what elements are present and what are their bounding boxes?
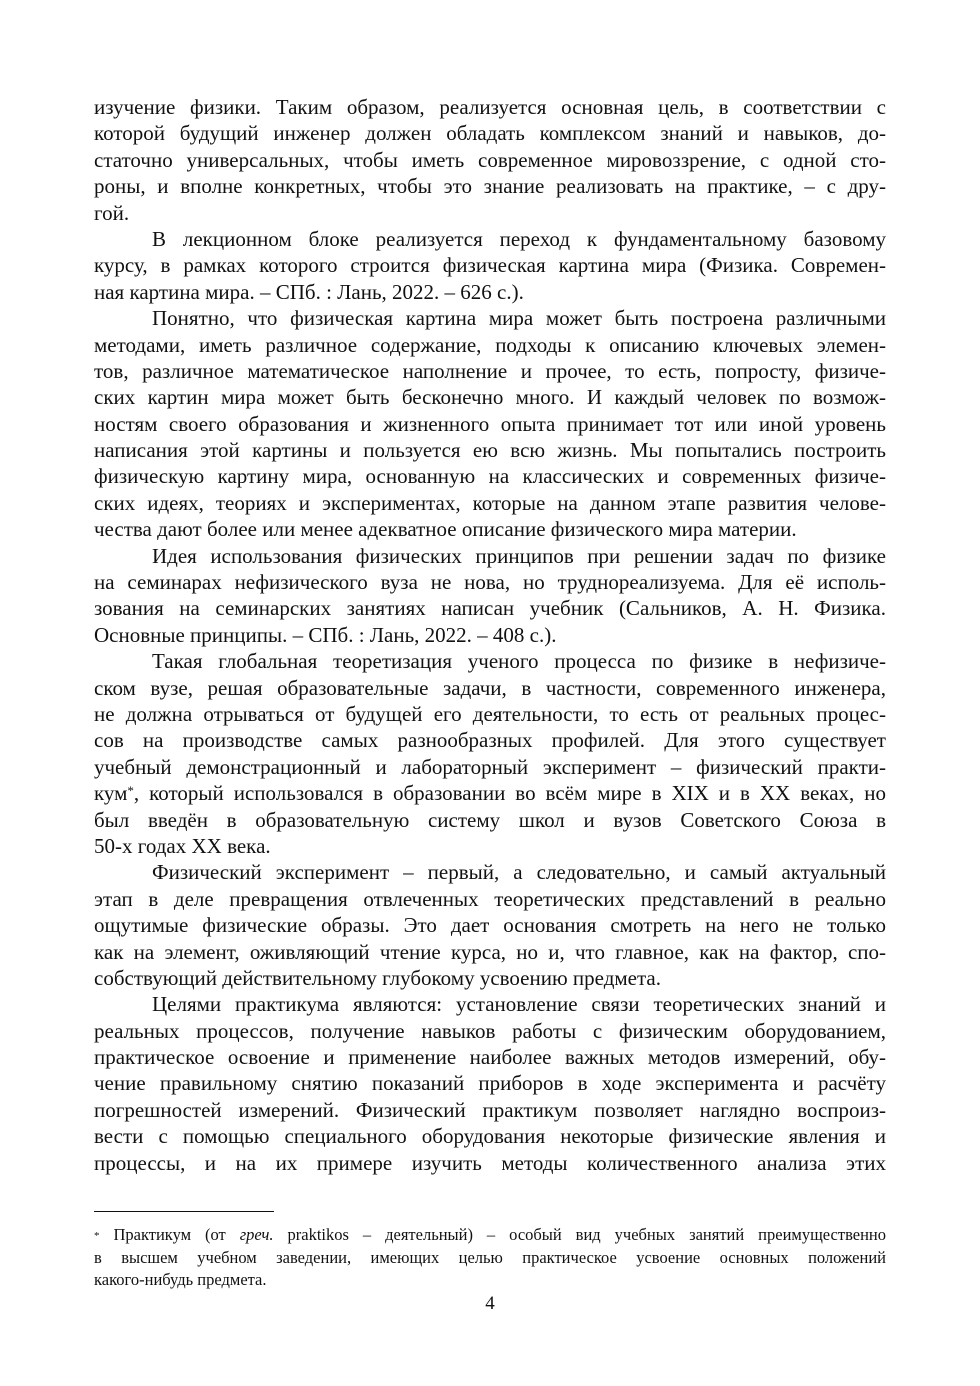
text-line: на семинарах нефизического вуза не нова, но труднореализуема. Для её исполь- (94, 570, 886, 595)
text-line: сов на производстве самых разнообразных профилей. Для этого существует (94, 728, 886, 753)
text-line: написания этой картины и пользуется ею всю жизнь. Мы попытались построить (94, 438, 886, 463)
text-line: зования на семинарских занятиях написан учебник (Сальников, А. Н. Физика. (94, 596, 886, 621)
text-line: ностям своего образования и жизненного опыта принимает тот или иной уровень (94, 411, 886, 436)
text-line: был введён в образовательную систему школ и вузов Советского Союза в (94, 807, 886, 832)
text-line: изучение физики. Таким образом, реализуется основная цель, в соответствии с (94, 95, 886, 119)
paragraph-world-picture (94, 305, 886, 543)
footnote-lang: греч. (239, 1225, 274, 1244)
text-line: ских картин мира может быть бесконечно много. И каждый человек по возмож- (94, 385, 886, 410)
text-line: физическую картину мира, основанную на классических и современных физиче- (94, 464, 886, 489)
text-fragment: , который использовался в образовании во всём мире в XIX и в XX веках, но (133, 781, 886, 806)
text-line: статочно универсальных, чтобы иметь современное мировоззрение, с одной сто- (94, 147, 886, 172)
text-line: Основные принципы. – СПб. : Лань, 2022. – 408 с.). (94, 622, 557, 647)
footnote-rest: praktikos – деятельный) – особый вид учебных занятий преимущественно (273, 1225, 887, 1244)
text-line: ском вузе, решая образовательные задачи, в частности, современного инженера, (94, 675, 886, 700)
text-line: ских идеях, теориях и экспериментах, которые на данном этапе развития челове- (94, 490, 886, 515)
text-line: Идея использования физических принципов при решении задач по физике (152, 543, 886, 568)
footnote-line: в высшем учебном заведении, имеющих целью практическое усвоение основных положений (94, 1247, 886, 1267)
paragraph-principles (94, 543, 886, 649)
footnote-line (94, 1224, 886, 1247)
footnote-marker: * (94, 1230, 100, 1242)
text-line: этап в деле превращения отвлеченных теоретических представлений в реально (94, 886, 886, 911)
footnote-line: какого-нибудь предмета. (94, 1270, 267, 1289)
paragraph-intro-continued (94, 94, 886, 226)
text-fragment: кум (94, 781, 128, 806)
text-line: курсу, в рамках которого строится физическая картина мира (Физика. Современ- (94, 253, 886, 278)
text-line: которой будущий инженер должен обладать комплексом знаний и навыков, до- (94, 121, 886, 146)
text-line: ощутимые физические образы. Это дает основания смотреть на него не только (94, 913, 886, 938)
text-line: учебный демонстрационный и лабораторный эксперимент – физический практи- (94, 754, 886, 779)
text-line: Целями практикума являются: установление связи теоретических знаний и (152, 992, 886, 1017)
text-line: чества дают более или менее адекватное описание физического мира материи. (94, 517, 797, 542)
text-line: В лекционном блоке реализуется переход к фундаментальному базовому (152, 226, 886, 251)
paragraph-experiment (94, 859, 886, 991)
text-line: не должна отрываться от будущей его деятельности, то есть от реальных процес- (94, 701, 886, 726)
text-line: Физический эксперимент – первый, а следовательно, и самый актуальный (152, 860, 886, 885)
paragraph-lecture-block (94, 226, 886, 305)
text-line: реальных процессов, получение навыков работы с физическим оборудованием, (94, 1018, 886, 1043)
body-text (94, 94, 886, 1176)
text-line: Понятно, что физическая картина мира может быть построена различными (152, 306, 886, 331)
text-line: чение правильному снятию показаний приборов в ходе эксперимента и расчёту (94, 1071, 886, 1096)
text-line: собствующий действительному глубокому усвоению предмета. (94, 965, 661, 990)
text-line: тов, различное математическое наполнение и прочее, то есть, попросту, физиче- (94, 358, 886, 383)
paragraph-theorization (94, 648, 886, 859)
paragraph-goals (94, 991, 886, 1176)
page-number: 4 (485, 1293, 495, 1314)
footnote-separator (94, 1211, 274, 1212)
footnote-reference[interactable]: * (127, 783, 134, 799)
text-line: 50-х годах XX века. (94, 833, 271, 858)
text-line-with-footnote-ref (94, 780, 886, 806)
text-line: как на элемент, оживляющий чтение курса, но и, что главное, как на фактор, спо- (94, 939, 886, 964)
text-line: процессы, и на их примере изучить методы количественного анализа этих (94, 1150, 886, 1175)
text-line: роны, и вполне конкретных, чтобы это знание реализовать на практике, – с дру- (94, 174, 886, 199)
text-line: методами, иметь различное содержание, подходы к описанию ключевых элемен- (94, 332, 886, 357)
footnote (94, 1224, 886, 1292)
text-line: ная картина мира. – СПб. : Лань, 2022. – 626 с.). (94, 279, 524, 304)
text-line: практическое освоение и применение наиболее важных методов измерений, обу- (94, 1045, 886, 1070)
text-line: вести с помощью специального оборудования некоторые физические явления и (94, 1124, 886, 1149)
text-line: погрешностей измерений. Физический практикум позволяет наглядно воспроиз- (94, 1097, 886, 1122)
footnote-term: Практикум (от (99, 1225, 240, 1244)
text-line: гой. (94, 200, 130, 225)
text-line: Такая глобальная теоретизация ученого процесса по физике в нефизиче- (152, 649, 886, 674)
